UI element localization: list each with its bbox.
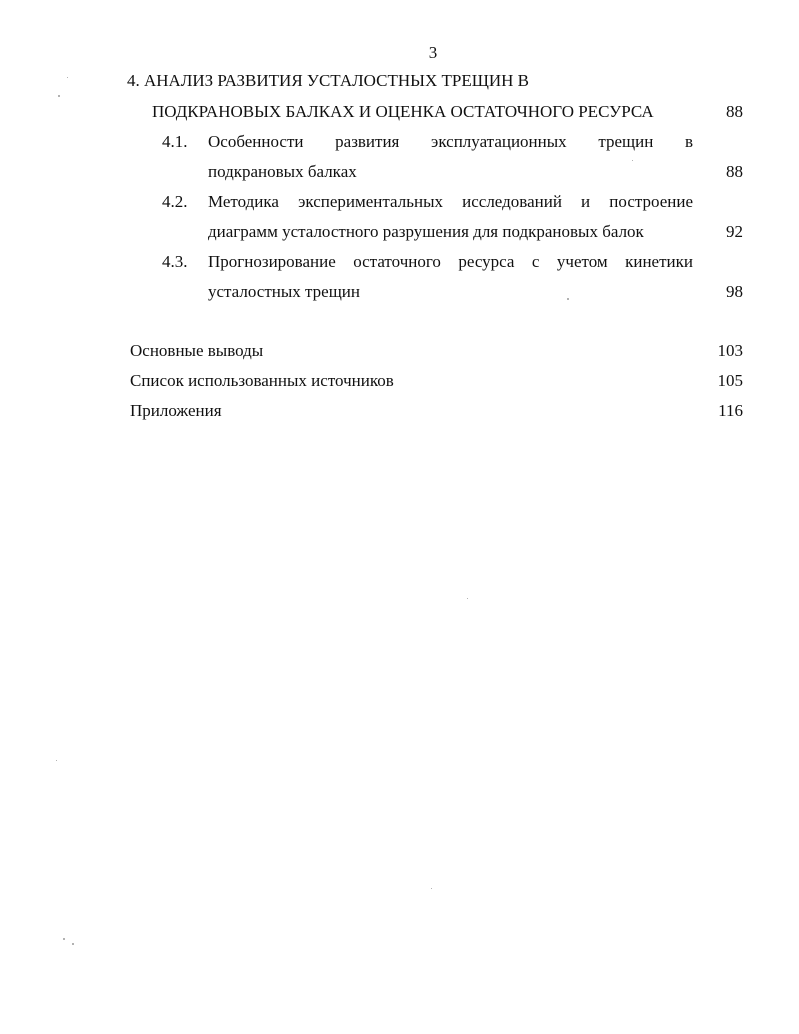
chapter-title-line-1: 4. АНАЛИЗ РАЗВИТИЯ УСТАЛОСТНЫХ ТРЕЩИН В [127,71,529,90]
scan-speck [67,77,68,78]
section-page-number: 92 [726,222,743,241]
scan-speck [63,938,65,940]
back-matter-page-number: 103 [717,341,743,360]
scan-speck [72,943,74,945]
back-matter-title: Основные выводы [130,341,264,360]
section-number: 4.2. [162,192,188,211]
back-matter-title: Приложения [130,401,222,420]
back-matter-title: Список использованных источников [130,371,394,390]
scan-speck [56,760,57,761]
section-title-line-2: усталостных трещин [208,282,360,301]
section-title-line-1: Особенности развития эксплуатационных трещин в [208,132,693,151]
section-number: 4.1. [162,132,188,151]
scan-speck [58,95,60,97]
page-number: 3 [428,43,438,62]
section-title-line-1: Методика экспериментальных исследований и построение [208,192,693,211]
section-page-number: 98 [726,282,743,301]
section-title-line-2: диаграмм усталостного разрушения для подкрановых балок [208,222,644,241]
section-page-number: 88 [726,162,743,181]
chapter-page-number: 88 [726,102,743,121]
scan-speck [431,888,432,889]
section-title-line-2: подкрановых балках [208,162,357,181]
section-number: 4.3. [162,252,188,271]
scan-speck [467,598,468,599]
scan-speck [567,298,569,300]
back-matter-page-number: 116 [718,401,743,420]
chapter-title-line-2: ПОДКРАНОВЫХ БАЛКАХ И ОЦЕНКА ОСТАТОЧНОГО РЕСУРСА [152,102,654,121]
section-title-line-1: Прогнозирование остаточного ресурса с учетом кинетики [208,252,693,271]
scan-speck [632,160,633,161]
back-matter-page-number: 105 [717,371,743,390]
